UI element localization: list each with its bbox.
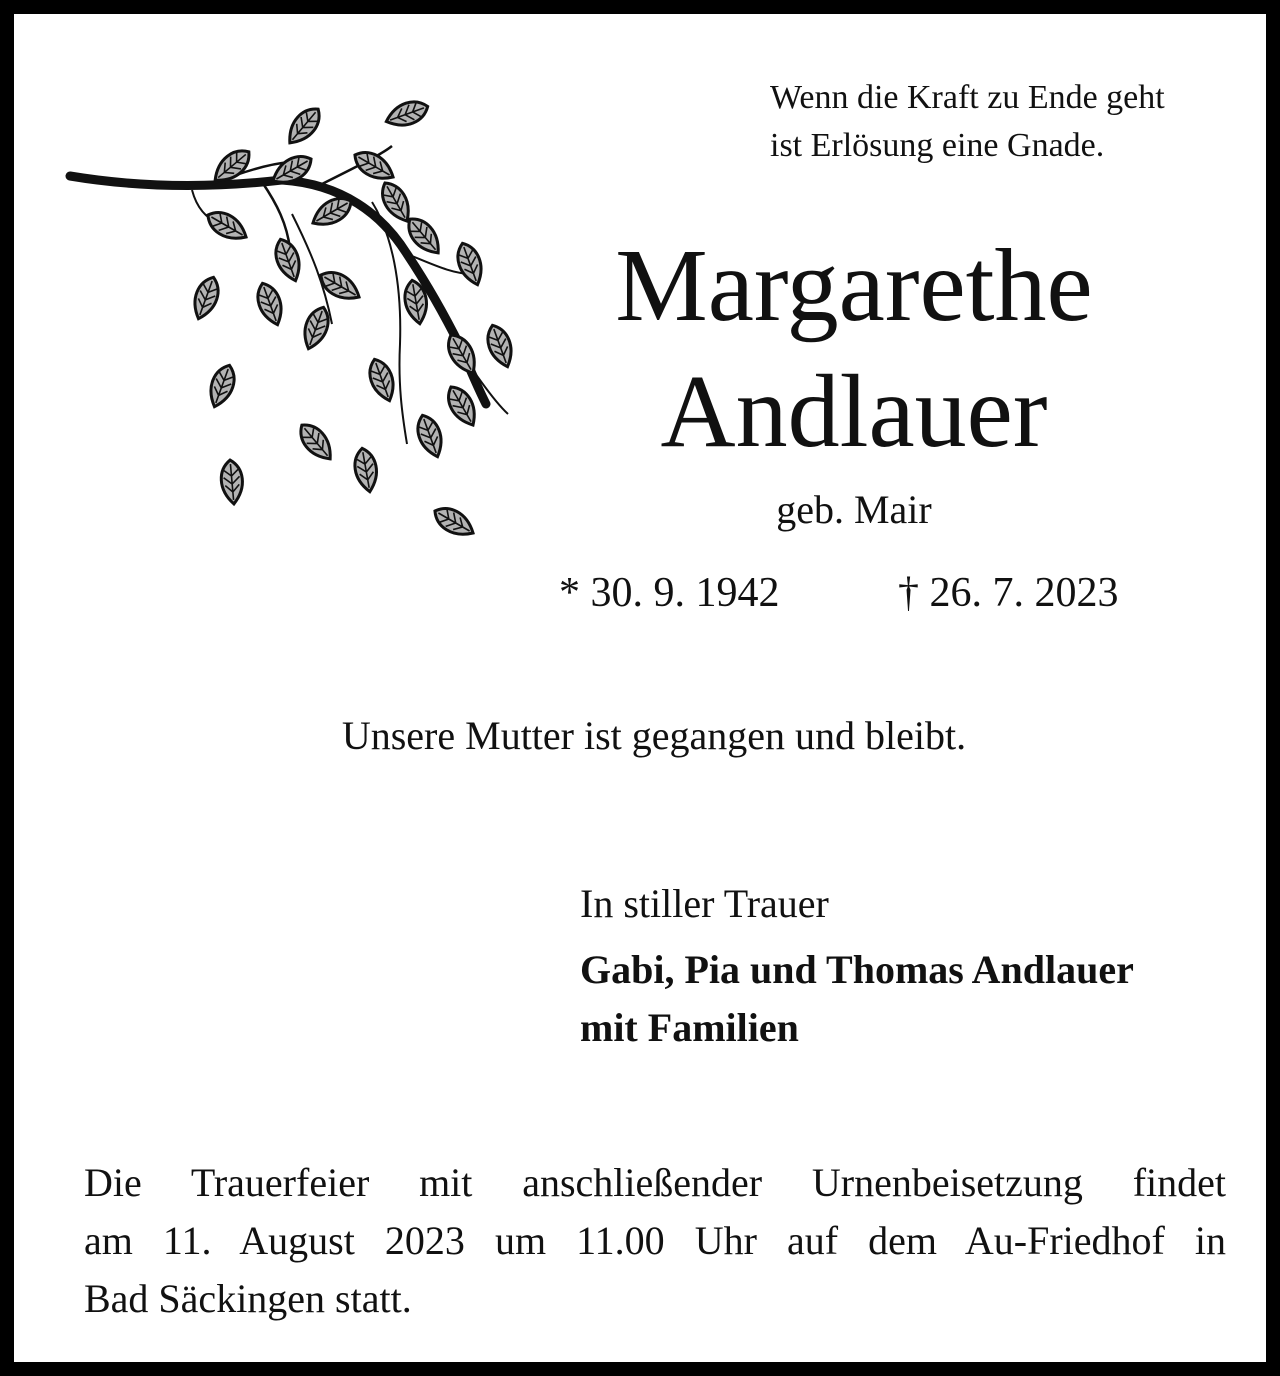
service-line-3: Bad Säckingen statt. bbox=[84, 1276, 412, 1321]
motto-line-2: ist Erlösung eine Gnade. bbox=[770, 127, 1105, 164]
mourning-intro: In stiller Trauer bbox=[580, 881, 829, 926]
maiden-name: geb. Mair bbox=[776, 487, 932, 532]
mourners-line-1: Gabi, Pia und Thomas Andlauer bbox=[580, 947, 1134, 992]
mourners-names bbox=[580, 941, 1134, 1057]
birth-date: * 30. 9. 1942 bbox=[559, 570, 780, 616]
motto bbox=[770, 74, 1165, 170]
leafy-branch-icon bbox=[62, 84, 532, 554]
service-line-2: am 11. August 2023 um 11.00 Uhr auf dem Au-Friedhof in bbox=[84, 1218, 1226, 1263]
funeral-service-notice bbox=[84, 1154, 1226, 1328]
motto-line-1: Wenn die Kraft zu Ende geht bbox=[770, 79, 1165, 116]
service-line-1: Die Trauerfeier mit anschließender Urnenbeisetzung findet bbox=[84, 1160, 1226, 1205]
death-date: † 26. 7. 2023 bbox=[898, 570, 1119, 616]
memorial-quote: Unsere Mutter ist gegangen und bleibt. bbox=[341, 713, 967, 758]
deceased-first-name: Margarethe bbox=[615, 228, 1093, 343]
deceased-last-name: Andlauer bbox=[660, 354, 1048, 469]
mourners-line-2: mit Familien bbox=[580, 1005, 799, 1050]
